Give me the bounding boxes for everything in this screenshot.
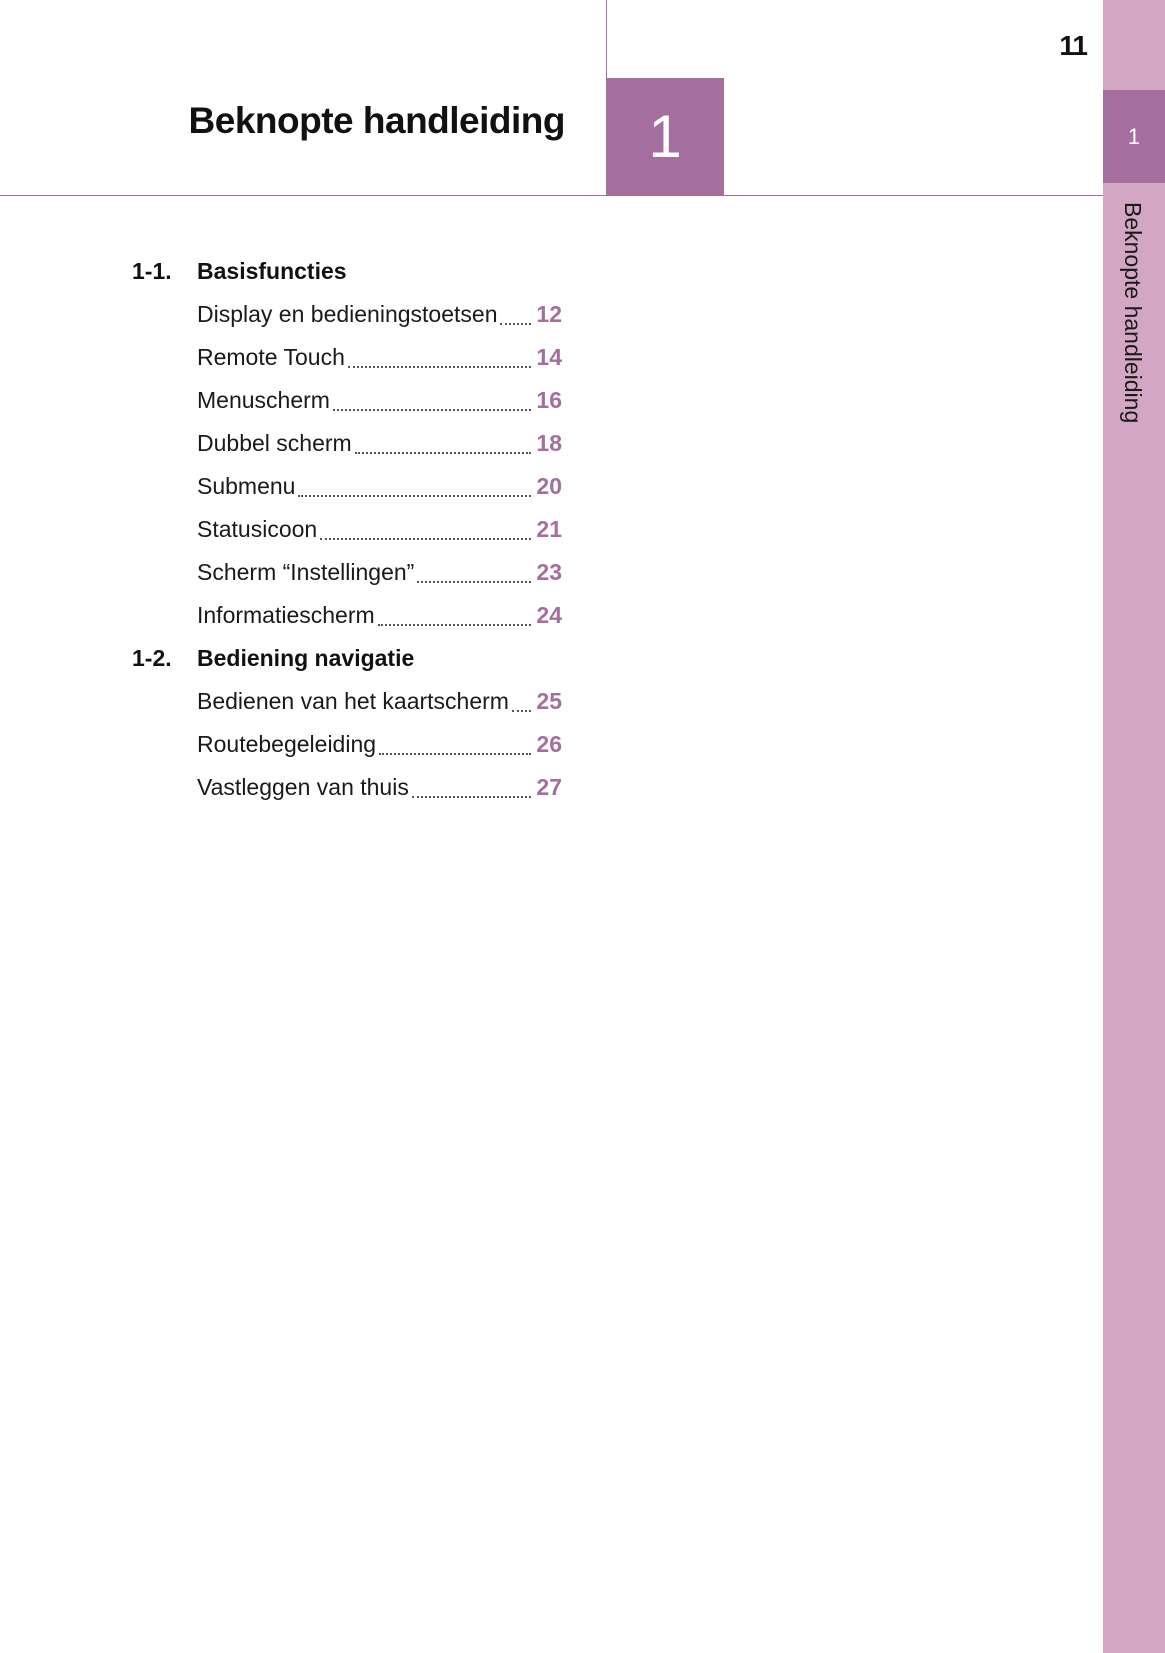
toc-entry-label: Dubbel scherm — [197, 430, 352, 456]
dot-leader — [348, 366, 531, 368]
dot-leader — [355, 452, 531, 454]
section-title: Basisfuncties — [197, 258, 347, 284]
toc-entry-page[interactable]: 14 — [536, 344, 562, 370]
table-of-contents — [132, 250, 562, 809]
toc-entry[interactable] — [197, 379, 562, 422]
toc-entry[interactable] — [197, 336, 562, 379]
dot-leader — [320, 538, 531, 540]
chapter-title: Beknopte handleiding — [188, 100, 565, 141]
toc-entry[interactable] — [197, 680, 562, 723]
toc-entry-page[interactable]: 25 — [536, 688, 562, 714]
toc-entry-label: Bedienen van het kaartscherm — [197, 688, 509, 714]
toc-entry-page[interactable]: 18 — [536, 430, 562, 456]
side-tab-label: Beknopte handleiding — [1120, 202, 1146, 424]
dot-leader — [412, 796, 531, 798]
toc-section-1-2 — [132, 637, 562, 680]
toc-entry-label: Vastleggen van thuis — [197, 774, 409, 800]
toc-entry-label: Menuscherm — [197, 387, 330, 413]
toc-entry-label: Routebegeleiding — [197, 731, 377, 757]
section-title: Bediening navigatie — [197, 645, 415, 671]
toc-entry-label: Display en bedieningstoetsen — [197, 301, 498, 327]
toc-entry[interactable] — [197, 508, 562, 551]
dot-leader — [298, 495, 531, 497]
toc-entry-label: Remote Touch — [197, 344, 345, 370]
toc-section-1-1 — [132, 250, 562, 293]
toc-entry-page[interactable]: 24 — [536, 602, 562, 628]
toc-entry[interactable] — [197, 422, 562, 465]
toc-entry-page[interactable]: 16 — [536, 387, 562, 413]
toc-entry-label: Informatiescherm — [197, 602, 375, 628]
toc-entry[interactable] — [197, 723, 562, 766]
toc-entry-label: Scherm “Instellingen” — [197, 559, 415, 585]
toc-entry[interactable] — [197, 594, 562, 637]
dot-leader — [379, 753, 531, 755]
dot-leader — [500, 323, 531, 325]
toc-entry-label: Submenu — [197, 473, 296, 499]
toc-entry[interactable] — [197, 465, 562, 508]
side-tab-active-chapter[interactable]: 1 — [1103, 90, 1165, 183]
toc-entry[interactable] — [197, 766, 562, 809]
section-number: 1-2. — [132, 645, 172, 671]
section-number: 1-1. — [132, 258, 172, 284]
toc-entry-page[interactable]: 21 — [536, 516, 562, 542]
toc-entry-page[interactable]: 27 — [536, 774, 562, 800]
toc-entry-page[interactable]: 26 — [536, 731, 562, 757]
toc-entry-page[interactable]: 20 — [536, 473, 562, 499]
dot-leader — [417, 581, 531, 583]
dot-leader — [333, 409, 531, 411]
header-divider-horizontal — [0, 195, 1103, 196]
toc-entry[interactable] — [197, 551, 562, 594]
dot-leader — [512, 710, 531, 712]
dot-leader — [378, 624, 531, 626]
toc-entry-page[interactable]: 23 — [536, 559, 562, 585]
chapter-number-box: 1 — [606, 78, 724, 196]
toc-entry[interactable] — [197, 293, 562, 336]
page-number: 11 — [1059, 30, 1087, 61]
toc-entry-label: Statusicoon — [197, 516, 318, 542]
toc-entry-page[interactable]: 12 — [536, 301, 562, 327]
